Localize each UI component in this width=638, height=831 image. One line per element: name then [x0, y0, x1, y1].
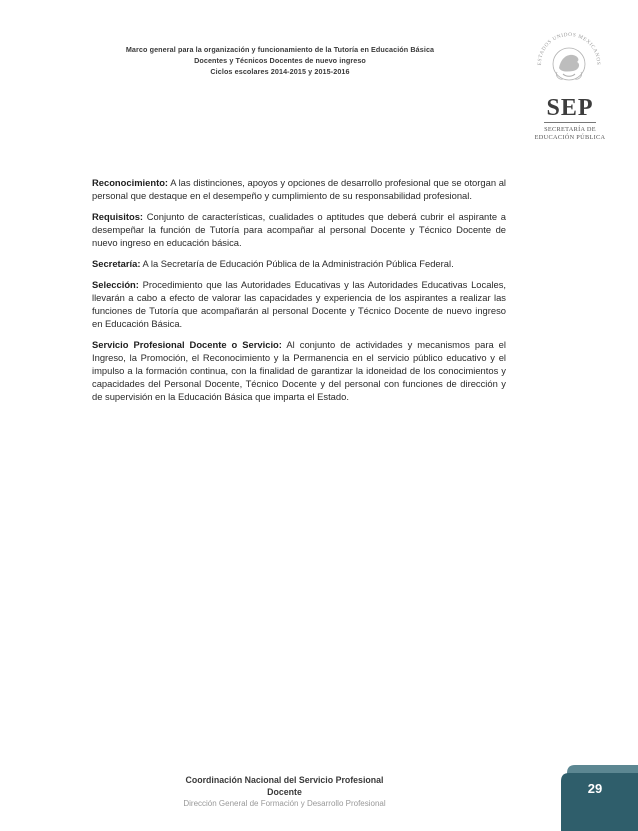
page-number: 29 [587, 781, 603, 796]
sep-logo-title: SEP [546, 95, 594, 121]
header-cycles: Ciclos escolares 2014-2015 y 2015-2016 [210, 67, 350, 76]
sep-logo-subtitle-1: SECRETARÍA DE [544, 126, 596, 133]
glossary-term: Reconocimiento: [92, 177, 169, 188]
glossary-term: Servicio Profesional Docente o Servicio: [92, 339, 282, 350]
national-seal-icon [533, 24, 605, 90]
glossary-entry-seleccion [92, 278, 506, 330]
sep-logo-divider [544, 122, 596, 123]
glossary-definition: Al conjunto de actividades y mecanismos para el Ingreso, la Promoción, el Reconocimiento y la Permanencia en el servicio público educativo y el impulso a la formación continua, con la finalidad de garantizar la idoneidad de los conocimientos y capacidades del Personal Docente, Técnico Docente y del personal con funciones de dirección y de supervisión en la Educación Básica que imparta el Estado. [92, 339, 506, 402]
glossary-definition: A las distinciones, apoyos y opciones de desarrollo profesional que se otorgan al personal que destaque en el desempeño y cumplimiento de su responsabilidad profesional. [92, 177, 506, 201]
header-subtitle: Docentes y Técnicos Docentes de nuevo ingreso [194, 56, 366, 65]
glossary-definition: Procedimiento que las Autoridades Educativas y las Autoridades Educativas Locales, llevarán a cabo a efecto de valorar las capacidades y experiencia de los aspirantes a realizar las funciones de Tutoría que acompañarán al personal Docente y Técnico Docente de nuevo ingreso en Educación Básica. [92, 279, 506, 329]
seal-text: ESTADOS UNIDOS MEXICANOS [536, 31, 602, 66]
header-title: Marco general para la organización y funcionamiento de la Tutoría en Educación Básica [125, 45, 435, 54]
footer-directorate: Dirección General de Formación y Desarrollo Profesional [183, 799, 386, 808]
sep-logo [530, 96, 610, 142]
sep-logo-subtitle-2: EDUCACIÓN PÚBLICA [534, 134, 606, 141]
glossary-content [92, 176, 506, 411]
glossary-entry-servicio [92, 338, 506, 403]
glossary-definition: Conjunto de características, cualidades o aptitudes que deberá cubrir el aspirante a desempeñar la función de Tutoría para acompañar al personal Docente y Técnico Docente de nuevo ingreso en educación básica. [92, 211, 506, 248]
page-number-tab [561, 761, 638, 831]
glossary-definition: A la Secretaría de Educación Pública de la Administración Pública Federal. [140, 258, 454, 269]
glossary-entry-requisitos [92, 210, 506, 249]
glossary-term: Selección: [92, 279, 139, 290]
glossary-term: Secretaría: [92, 258, 141, 269]
glossary-entry-reconocimiento [92, 176, 506, 202]
glossary-entry-secretaria [92, 257, 506, 270]
document-footer [172, 774, 397, 810]
footer-coordination: Coordinación Nacional del Servicio Profesional Docente [185, 775, 384, 797]
document-header [100, 44, 460, 77]
glossary-term: Requisitos: [92, 211, 144, 222]
